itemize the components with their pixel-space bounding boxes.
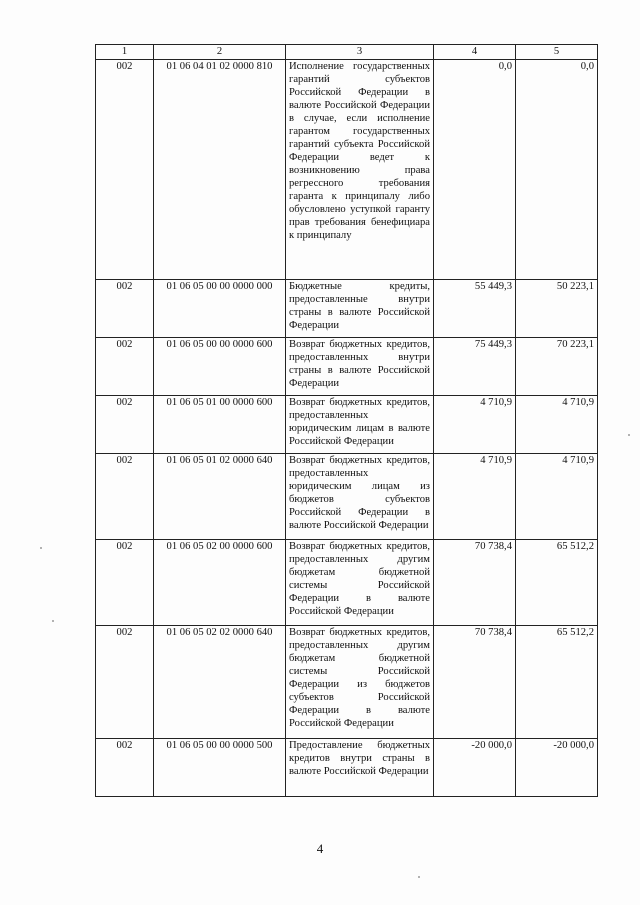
classification-code-cell: 01 06 05 00 00 0000 000 — [154, 280, 286, 338]
description-cell: Бюджетные кредиты, предоставленные внутри страны в валюте Российской Федерации — [286, 280, 434, 338]
column-number-row — [96, 45, 598, 60]
column-number-2: 2 — [154, 45, 286, 60]
scan-speck — [40, 547, 42, 549]
amount-col5-cell: -20 000,0 — [516, 739, 598, 797]
table-row — [96, 396, 598, 454]
classification-code-cell: 01 06 05 01 00 0000 600 — [154, 396, 286, 454]
scan-speck — [628, 434, 630, 436]
classification-code-cell: 01 06 05 02 02 0000 640 — [154, 626, 286, 739]
table-row — [96, 739, 598, 797]
classification-code-cell: 01 06 04 01 02 0000 810 — [154, 60, 286, 280]
description-cell: Возврат бюджетных кредитов, предоставленных юридическим лицам в валюте Российской Федерации — [286, 396, 434, 454]
table-row — [96, 540, 598, 626]
description-cell: Исполнение государственных гарантий субъектов Российской Федерации в валюте Российской Федерации в случае, если исполнение гарантом государственных гарантий субъекта Российской Федерации ведет к возникновению права регрессного требования гаранта к принципалу либо обусловлено уступкой гаранту прав требования бенефициара к принципалу — [286, 60, 434, 280]
scan-speck — [52, 620, 54, 622]
description-cell: Возврат бюджетных кредитов, предоставленных юридическим лицам из бюджетов субъектов Российской Федерации в валюте Российской Федерации — [286, 454, 434, 540]
budget-sources-table — [95, 44, 598, 797]
amount-col5-cell: 65 512,2 — [516, 540, 598, 626]
table-row — [96, 454, 598, 540]
admin-code-cell: 002 — [96, 626, 154, 739]
amount-col4-cell: 75 449,3 — [434, 338, 516, 396]
description-cell: Возврат бюджетных кредитов, предоставленных внутри страны в валюте Российской Федерации — [286, 338, 434, 396]
page-number: 4 — [316, 841, 324, 856]
description-cell: Возврат бюджетных кредитов, предоставленных другим бюджетам бюджетной системы Российской Федерации в валюте Российской Федерации — [286, 540, 434, 626]
table-row — [96, 338, 598, 396]
amount-col5-cell: 4 710,9 — [516, 396, 598, 454]
admin-code-cell: 002 — [96, 454, 154, 540]
description-cell: Возврат бюджетных кредитов, предоставленных другим бюджетам бюджетной системы Российской Федерации из бюджетов субъектов Российской Федерации в валюте Российской Федерации — [286, 626, 434, 739]
amount-col4-cell: 0,0 — [434, 60, 516, 280]
amount-col4-cell: -20 000,0 — [434, 739, 516, 797]
column-number-5: 5 — [516, 45, 598, 60]
column-number-4: 4 — [434, 45, 516, 60]
amount-col5-cell: 50 223,1 — [516, 280, 598, 338]
admin-code-cell: 002 — [96, 396, 154, 454]
column-number-1: 1 — [96, 45, 154, 60]
column-number-3: 3 — [286, 45, 434, 60]
table-row — [96, 280, 598, 338]
table-row — [96, 60, 598, 280]
classification-code-cell: 01 06 05 02 00 0000 600 — [154, 540, 286, 626]
amount-col4-cell: 55 449,3 — [434, 280, 516, 338]
amount-col5-cell: 70 223,1 — [516, 338, 598, 396]
admin-code-cell: 002 — [96, 739, 154, 797]
amount-col4-cell: 4 710,9 — [434, 454, 516, 540]
admin-code-cell: 002 — [96, 60, 154, 280]
amount-col4-cell: 70 738,4 — [434, 626, 516, 739]
admin-code-cell: 002 — [96, 280, 154, 338]
admin-code-cell: 002 — [96, 540, 154, 626]
amount-col4-cell: 4 710,9 — [434, 396, 516, 454]
table-row — [96, 626, 598, 739]
amount-col5-cell: 0,0 — [516, 60, 598, 280]
classification-code-cell: 01 06 05 00 00 0000 500 — [154, 739, 286, 797]
description-cell: Предоставление бюджетных кредитов внутри страны в валюте Российской Федерации — [286, 739, 434, 797]
scan-speck — [418, 876, 420, 878]
amount-col5-cell: 65 512,2 — [516, 626, 598, 739]
admin-code-cell: 002 — [96, 338, 154, 396]
classification-code-cell: 01 06 05 00 00 0000 600 — [154, 338, 286, 396]
amount-col4-cell: 70 738,4 — [434, 540, 516, 626]
amount-col5-cell: 4 710,9 — [516, 454, 598, 540]
classification-code-cell: 01 06 05 01 02 0000 640 — [154, 454, 286, 540]
